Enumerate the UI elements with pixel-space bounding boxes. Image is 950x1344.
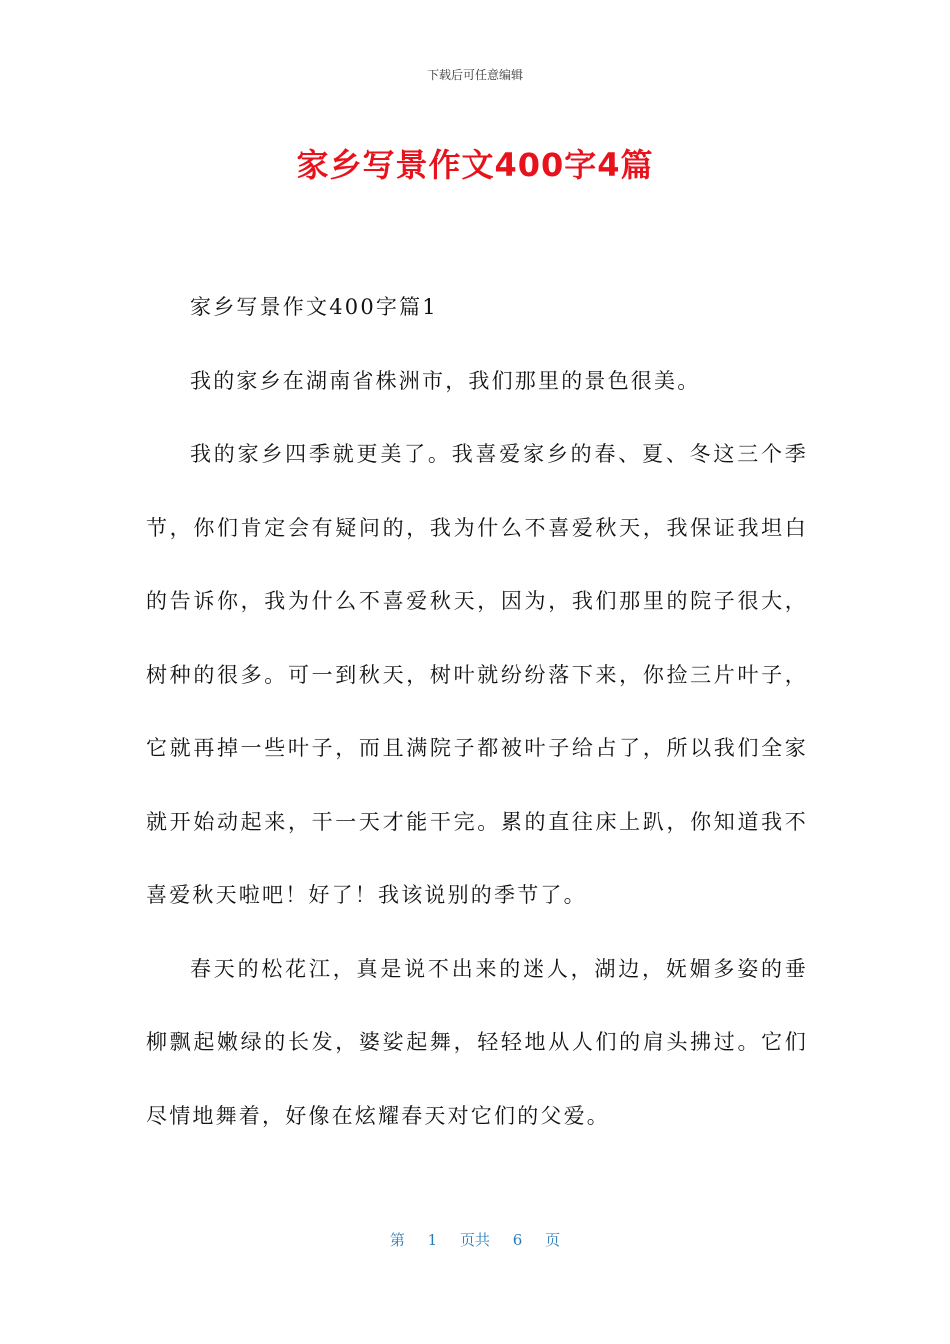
page-suffix: 页 bbox=[545, 1231, 561, 1249]
body-paragraph: 我的家乡在湖南省株洲市，我们那里的景色很美。 bbox=[190, 368, 701, 393]
body-paragraph: 我的家乡四季就更美了。我喜爱家乡的春、夏、冬这三个季节，你们肯定会有疑问的，我为什么不喜爱秋天，我保证我坦白的告诉你，我为什么不喜爱秋天，因为，我们那里的院子很大，树种的很多。可一到秋天，树叶就纷纷落下来，你捡三片叶子，它就再掉一些叶子，而且满院子都被叶子给占了，所以我们全家就开始动起来，干一天才能干完。累的直往床上趴，你知道我不喜爱秋天啦吧！好了！我该说别的季节了。 bbox=[146, 442, 808, 907]
body-paragraph: 春天的松花江，真是说不出来的迷人，湖边，妩媚多姿的垂柳飘起嫩绿的长发，婆娑起舞，轻轻地从人们的肩头拂过。它们尽情地舞着，好像在炫耀春天对它们的父爱。 bbox=[146, 956, 808, 1128]
document-body bbox=[146, 271, 808, 1153]
document-title: 家乡写景作文400字4篇 bbox=[296, 146, 654, 184]
current-page-number: 1 bbox=[427, 1231, 438, 1249]
section-heading: 家乡写景作文400字篇1 bbox=[190, 295, 438, 319]
page-prefix: 第 bbox=[389, 1231, 405, 1249]
page-middle-label: 页共 bbox=[459, 1231, 490, 1249]
page-footer bbox=[0, 1229, 950, 1250]
header-note: 下载后可任意编辑 bbox=[426, 68, 523, 82]
total-pages-number: 6 bbox=[512, 1231, 523, 1249]
